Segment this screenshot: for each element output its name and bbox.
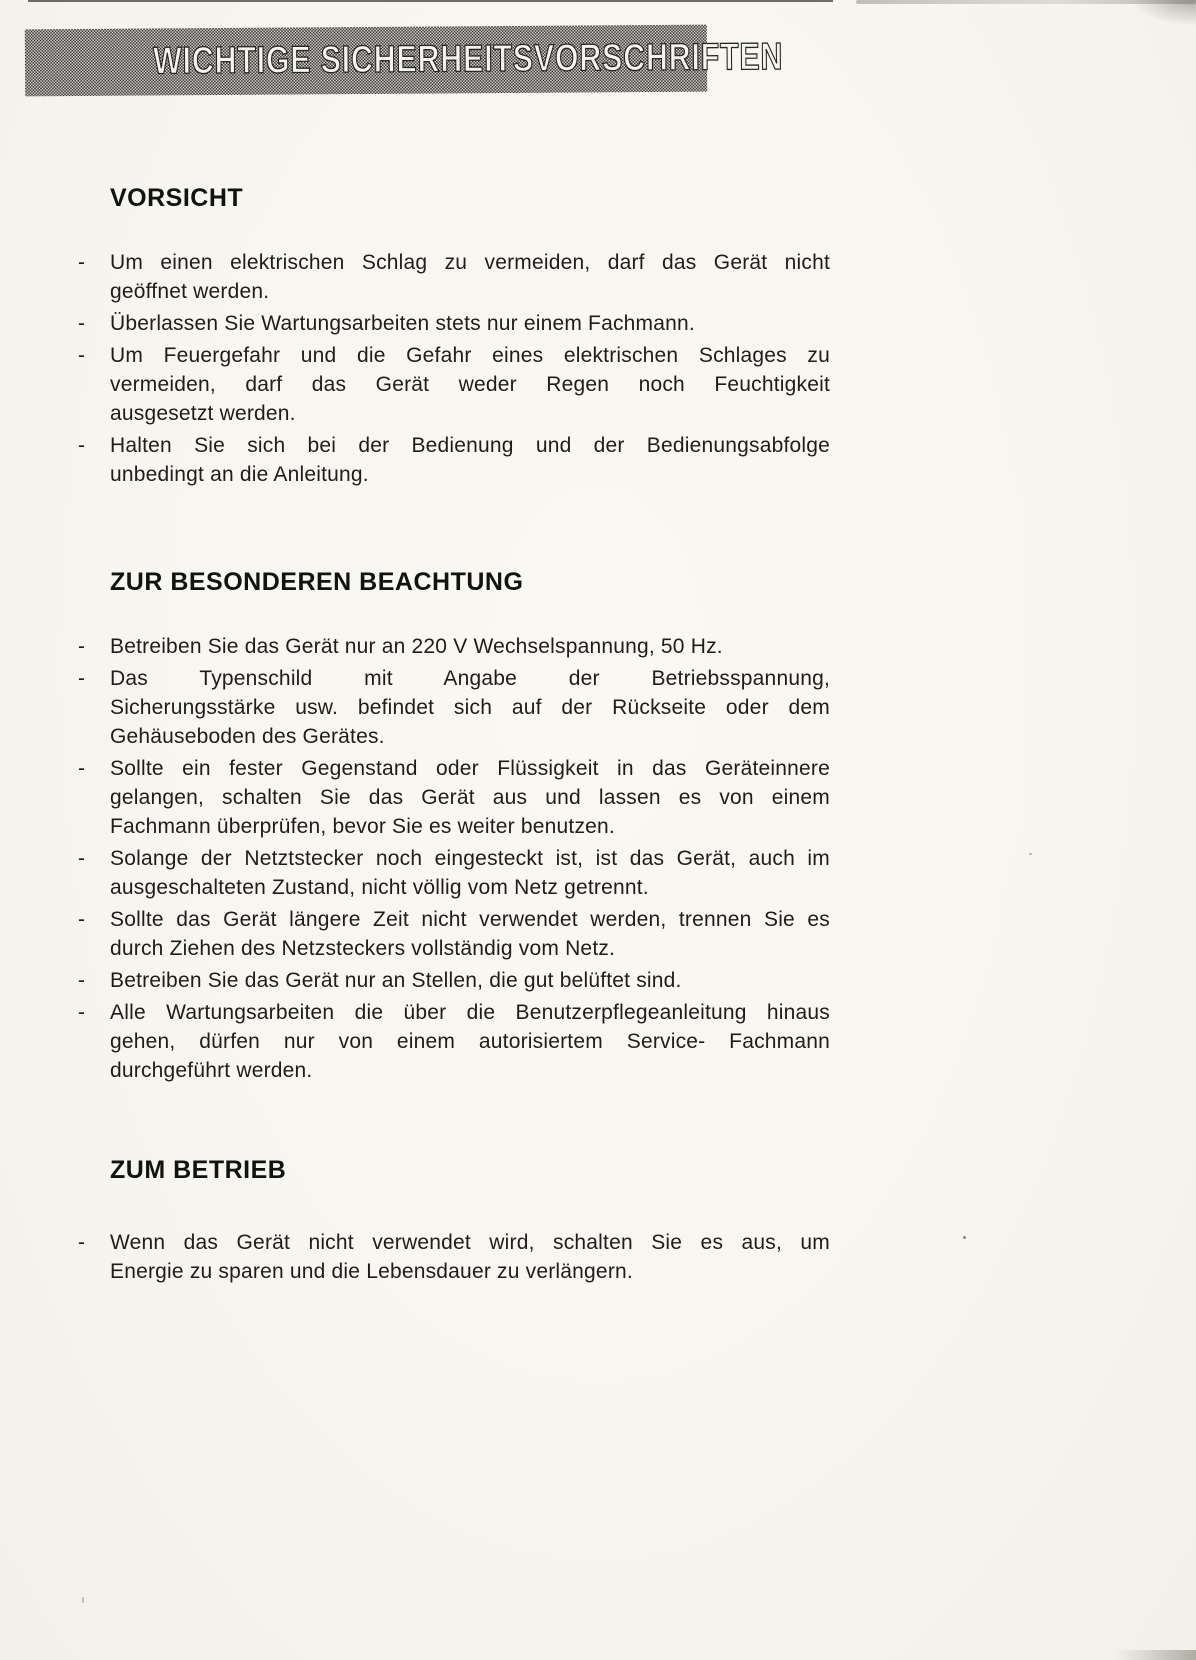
text-line: Solange der Netztstecker noch eingesteckt ist, ist das Gerät, auch im (110, 847, 830, 870)
bullet-dash: - (78, 251, 85, 274)
list-item-text (110, 632, 830, 661)
list-item (78, 998, 830, 1085)
text-line: Betreiben Sie das Gerät nur an Stellen, die gut belüftet sind. (110, 969, 682, 992)
text-line: Das Typenschild mit Angabe der Betriebsspannung, (110, 667, 830, 690)
section-heading: VORSICHT (110, 184, 244, 212)
list-item-text (110, 248, 830, 306)
list-item-text (110, 431, 830, 489)
list-item (78, 632, 830, 661)
bullet-dash: - (78, 667, 85, 690)
text-line: Gehäuseboden des Gerätes. (110, 725, 385, 748)
section-heading: ZUR BESONDEREN BEACHTUNG (110, 568, 524, 596)
text-line: Sollte ein fester Gegenstand oder Flüssigkeit in das Geräteinnere (110, 757, 830, 780)
text-line: Betreiben Sie das Gerät nur an 220 V Wechselspannung, 50 Hz. (110, 635, 723, 658)
section-heading: ZUM BETRIEB (110, 1156, 287, 1184)
bullet-dash: - (78, 757, 85, 780)
text-line: Um Feuergefahr und die Gefahr eines elektrischen Schlages zu (110, 344, 830, 367)
scan-artifact-corner-bottom-right (1116, 1650, 1196, 1660)
page-title: WICHTIGE SICHERHEITSVORSCHRIFTEN (152, 36, 784, 83)
text-line: gelangen, schalten Sie das Gerät aus und lassen es von einem (110, 786, 830, 809)
bullet-dash: - (78, 1001, 85, 1024)
bullet-dash: - (78, 1231, 85, 1254)
text-line: Alle Wartungsarbeiten die über die Benutzerpflegeanleitung hinaus (110, 1001, 830, 1024)
text-line: Fachmann überprüfen, bevor Sie es weiter benutzen. (110, 815, 615, 838)
text-line: Um einen elektrischen Schlag zu vermeiden, darf das Gerät nicht (110, 251, 830, 274)
bullet-dash: - (78, 847, 85, 870)
scan-speck (1029, 853, 1032, 855)
scan-speck (82, 1597, 84, 1603)
list-item (78, 754, 830, 841)
scan-speck (963, 1236, 966, 1239)
list-item (78, 966, 830, 995)
section-vorsicht (78, 184, 830, 492)
list-item-text (110, 309, 830, 338)
list-item (78, 309, 830, 338)
text-line: geöffnet werden. (110, 280, 270, 303)
section-zur-besonderen-beachtung (78, 568, 830, 1088)
scan-artifact-corner-top-right (1130, 0, 1196, 26)
list-item-text (110, 905, 830, 963)
bullet-dash: - (78, 969, 85, 992)
text-line: ausgesetzt werden. (110, 402, 296, 425)
text-line: Halten Sie sich bei der Bedienung und der Bedienungsabfolge (110, 434, 830, 457)
text-line: Überlassen Sie Wartungsarbeiten stets nur einem Fachmann. (110, 312, 695, 335)
text-line: gehen, dürfen nur von einem autorisiertem Service- Fachmann (110, 1030, 830, 1053)
list-item (78, 1228, 830, 1286)
bullet-dash: - (78, 312, 85, 335)
bullet-dash: - (78, 434, 85, 457)
text-line: vermeiden, darf das Gerät weder Regen noch Feuchtigkeit (110, 373, 830, 396)
list-item (78, 431, 830, 489)
text-line: unbedingt an die Anleitung. (110, 463, 369, 486)
scan-artifact-top-line (28, 0, 833, 2)
bullet-dash: - (78, 344, 85, 367)
list-item-text (110, 341, 830, 428)
list-item (78, 248, 830, 306)
list-item (78, 905, 830, 963)
list-item-text (110, 998, 830, 1085)
text-line: ausgeschalteten Zustand, nicht völlig vom Netz getrennt. (110, 876, 649, 899)
bullet-dash: - (78, 908, 85, 931)
section-zum-betrieb (78, 1156, 830, 1289)
text-line: durch Ziehen des Netzsteckers vollständig vom Netz. (110, 937, 616, 960)
text-line: Sollte das Gerät längere Zeit nicht verwendet werden, trennen Sie es (110, 908, 830, 931)
list-item (78, 664, 830, 751)
list-item (78, 844, 830, 902)
list-item-text (110, 966, 830, 995)
text-line: Sicherungsstärke usw. befindet sich auf der Rückseite oder dem (110, 696, 830, 719)
list-item-text (110, 664, 830, 751)
header-banner (25, 25, 784, 97)
list-item (78, 341, 830, 428)
bullet-dash: - (78, 635, 85, 658)
text-line: durchgeführt werden. (110, 1059, 313, 1082)
text-line: Wenn das Gerät nicht verwendet wird, schalten Sie es aus, um (110, 1231, 830, 1254)
text-line: Energie zu sparen und die Lebensdauer zu verlängern. (110, 1260, 633, 1283)
list-item-text (110, 1228, 830, 1286)
list-item-text (110, 844, 830, 902)
list-item-text (110, 754, 830, 841)
